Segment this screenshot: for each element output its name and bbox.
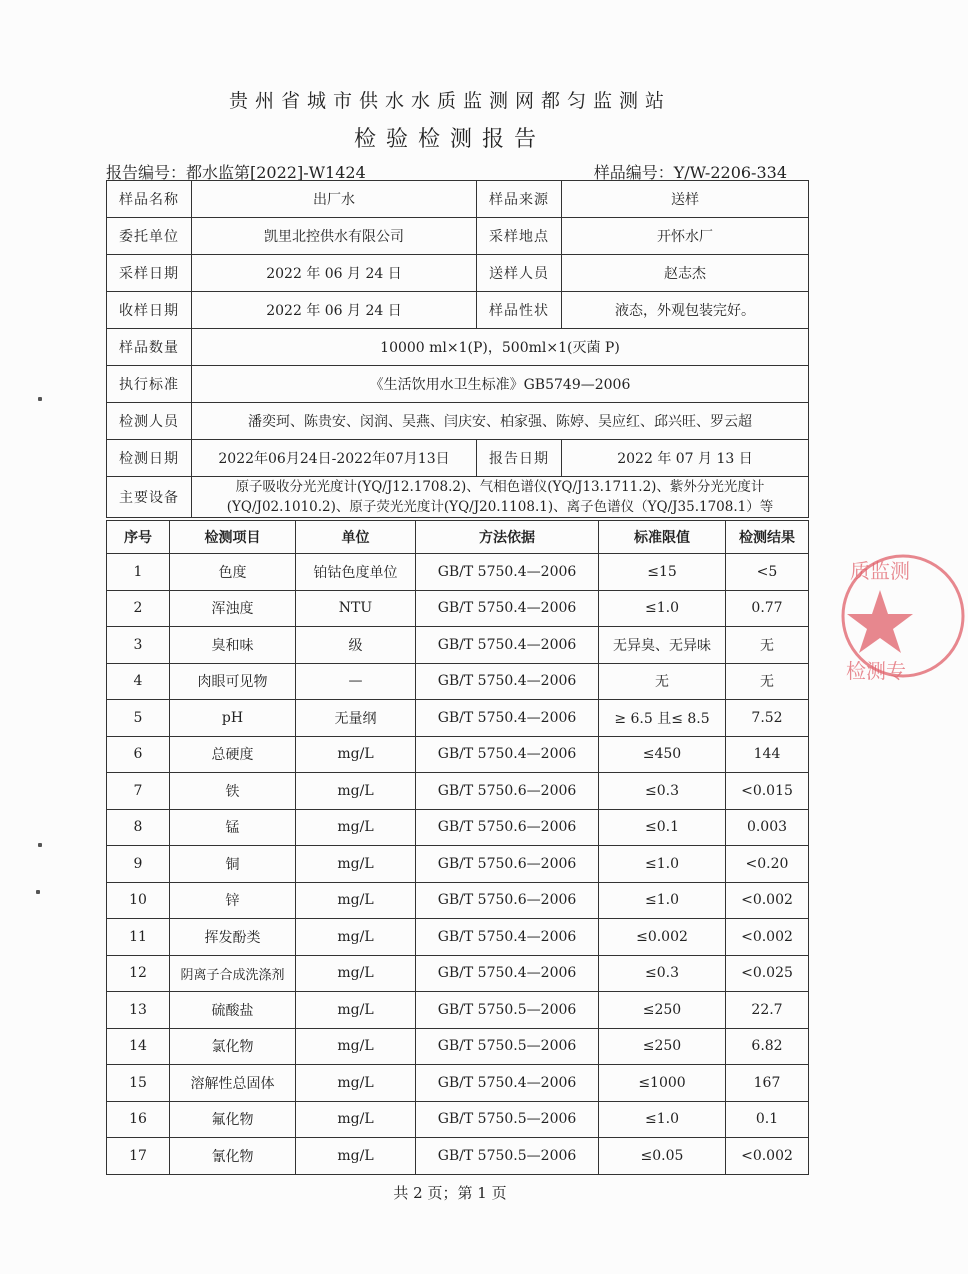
results-table bbox=[106, 520, 809, 1175]
table-cell: mg/L bbox=[296, 846, 416, 883]
table-cell: 5 bbox=[107, 700, 170, 737]
info-value: 开怀水厂 bbox=[562, 218, 809, 255]
info-label: 样品来源 bbox=[477, 181, 562, 218]
table-cell: <0.20 bbox=[726, 846, 809, 883]
table-cell: 6.82 bbox=[726, 1028, 809, 1065]
table-cell: <0.002 bbox=[726, 882, 809, 919]
page-footer: 共 2 页；第 1 页 bbox=[393, 1184, 507, 1202]
table-cell: ≤0.1 bbox=[599, 809, 726, 846]
info-value: 2022 年 06 月 24 日 bbox=[192, 292, 477, 329]
table-row bbox=[107, 882, 809, 919]
table-cell: 级 bbox=[296, 627, 416, 664]
table-row bbox=[107, 955, 809, 992]
table-cell: GB/T 5750.4—2006 bbox=[416, 627, 599, 664]
seal-text: 质监测 bbox=[850, 559, 910, 583]
info-label: 样品性状 bbox=[477, 292, 562, 329]
table-cell: 氰化物 bbox=[170, 1138, 296, 1175]
sample-info-table bbox=[106, 180, 809, 518]
table-cell: GB/T 5750.6—2006 bbox=[416, 809, 599, 846]
table-row bbox=[107, 554, 809, 591]
table-cell: 挥发酚类 bbox=[170, 919, 296, 956]
table-row bbox=[107, 590, 809, 627]
table-cell: 阴离子合成洗涤剂 bbox=[170, 955, 296, 992]
table-row bbox=[107, 1028, 809, 1065]
table-cell: ≤1.0 bbox=[599, 590, 726, 627]
table-cell: 2 bbox=[107, 590, 170, 627]
info-label: 报告日期 bbox=[477, 440, 562, 477]
info-value: 液态，外观包装完好。 bbox=[562, 292, 809, 329]
table-cell: <5 bbox=[726, 554, 809, 591]
table-cell: 0.003 bbox=[726, 809, 809, 846]
table-cell: — bbox=[296, 663, 416, 700]
table-cell: ≤0.3 bbox=[599, 773, 726, 810]
table-cell: 无异臭、无异味 bbox=[599, 627, 726, 664]
table-row bbox=[107, 992, 809, 1029]
organization-name: 贵州省城市供水水质监测网都匀监测站 bbox=[228, 90, 671, 112]
table-cell: 11 bbox=[107, 919, 170, 956]
table-cell: ≤0.05 bbox=[599, 1138, 726, 1175]
table-cell: 144 bbox=[726, 736, 809, 773]
info-value: 《生活饮用水卫生标准》GB5749—2006 bbox=[192, 366, 809, 403]
info-value: 赵志杰 bbox=[562, 255, 809, 292]
equipment-value bbox=[192, 477, 809, 518]
table-cell: GB/T 5750.6—2006 bbox=[416, 846, 599, 883]
table-cell: mg/L bbox=[296, 919, 416, 956]
info-label: 执行标准 bbox=[107, 366, 192, 403]
table-cell: 铁 bbox=[170, 773, 296, 810]
table-cell: 7 bbox=[107, 773, 170, 810]
info-label: 样品名称 bbox=[107, 181, 192, 218]
table-cell: 锰 bbox=[170, 809, 296, 846]
table-cell: 锌 bbox=[170, 882, 296, 919]
table-row bbox=[107, 736, 809, 773]
table-cell: mg/L bbox=[296, 1028, 416, 1065]
table-row bbox=[107, 773, 809, 810]
report-title: 检验检测报告 bbox=[353, 127, 546, 152]
table-cell: 0.1 bbox=[726, 1101, 809, 1138]
table-cell: ≤1.0 bbox=[599, 1101, 726, 1138]
table-cell: 臭和味 bbox=[170, 627, 296, 664]
table-cell: 无 bbox=[726, 627, 809, 664]
table-cell: mg/L bbox=[296, 809, 416, 846]
info-label: 样品数量 bbox=[107, 329, 192, 366]
column-header: 单位 bbox=[296, 521, 416, 554]
table-cell: GB/T 5750.4—2006 bbox=[416, 919, 599, 956]
column-header: 序号 bbox=[107, 521, 170, 554]
info-row bbox=[107, 218, 809, 255]
table-cell: <0.015 bbox=[726, 773, 809, 810]
table-cell: mg/L bbox=[296, 1101, 416, 1138]
table-cell: mg/L bbox=[296, 882, 416, 919]
table-cell: mg/L bbox=[296, 1138, 416, 1175]
info-row bbox=[107, 403, 809, 440]
table-row bbox=[107, 846, 809, 883]
info-value: 凯里北控供水有限公司 bbox=[192, 218, 477, 255]
info-row bbox=[107, 329, 809, 366]
table-cell: GB/T 5750.4—2006 bbox=[416, 554, 599, 591]
info-label: 采样日期 bbox=[107, 255, 192, 292]
table-cell: 1 bbox=[107, 554, 170, 591]
table-cell: ≤250 bbox=[599, 992, 726, 1029]
table-row bbox=[107, 663, 809, 700]
table-cell: ≤250 bbox=[599, 1028, 726, 1065]
table-cell: 17 bbox=[107, 1138, 170, 1175]
table-cell: mg/L bbox=[296, 1065, 416, 1102]
table-cell: 167 bbox=[726, 1065, 809, 1102]
table-cell: mg/L bbox=[296, 992, 416, 1029]
table-cell: 0.77 bbox=[726, 590, 809, 627]
table-row bbox=[107, 1138, 809, 1175]
scan-speck bbox=[38, 843, 42, 847]
table-cell: 9 bbox=[107, 846, 170, 883]
seal-text: 检测专 bbox=[846, 659, 906, 683]
table-cell: 硫酸盐 bbox=[170, 992, 296, 1029]
table-cell: 12 bbox=[107, 955, 170, 992]
scan-speck bbox=[36, 890, 40, 894]
table-cell: GB/T 5750.5—2006 bbox=[416, 1101, 599, 1138]
table-cell: 氟化物 bbox=[170, 1101, 296, 1138]
table-cell: 3 bbox=[107, 627, 170, 664]
table-cell: 16 bbox=[107, 1101, 170, 1138]
sample-number: 样品编号：Y/W-2206-334 bbox=[593, 163, 787, 182]
table-cell: 15 bbox=[107, 1065, 170, 1102]
info-label: 主要设备 bbox=[107, 477, 192, 518]
table-cell: 铜 bbox=[170, 846, 296, 883]
table-cell: GB/T 5750.4—2006 bbox=[416, 955, 599, 992]
info-value: 送样 bbox=[562, 181, 809, 218]
table-row bbox=[107, 919, 809, 956]
info-row bbox=[107, 477, 809, 518]
table-cell: mg/L bbox=[296, 773, 416, 810]
info-label: 送样人员 bbox=[477, 255, 562, 292]
info-label: 收样日期 bbox=[107, 292, 192, 329]
table-cell: 13 bbox=[107, 992, 170, 1029]
results-header-row bbox=[107, 521, 809, 554]
info-row bbox=[107, 255, 809, 292]
table-cell: ≤15 bbox=[599, 554, 726, 591]
table-cell: 8 bbox=[107, 809, 170, 846]
column-header: 检测结果 bbox=[726, 521, 809, 554]
table-cell: 氯化物 bbox=[170, 1028, 296, 1065]
table-row bbox=[107, 700, 809, 737]
info-row bbox=[107, 440, 809, 477]
table-cell: 无量纲 bbox=[296, 700, 416, 737]
table-cell: GB/T 5750.4—2006 bbox=[416, 736, 599, 773]
info-value: 潘奕珂、陈贵安、闵润、吴燕、闫庆安、柏家强、陈婷、吴应红、邱兴旺、罗云超 bbox=[192, 403, 809, 440]
info-label: 检测日期 bbox=[107, 440, 192, 477]
table-row bbox=[107, 1101, 809, 1138]
table-cell: ≤1.0 bbox=[599, 882, 726, 919]
info-row bbox=[107, 181, 809, 218]
table-row bbox=[107, 1065, 809, 1102]
table-cell: GB/T 5750.6—2006 bbox=[416, 773, 599, 810]
table-cell: pH bbox=[170, 700, 296, 737]
table-cell: 无 bbox=[726, 663, 809, 700]
info-label: 委托单位 bbox=[107, 218, 192, 255]
table-cell: GB/T 5750.5—2006 bbox=[416, 1138, 599, 1175]
info-row bbox=[107, 366, 809, 403]
table-cell: 6 bbox=[107, 736, 170, 773]
table-row bbox=[107, 809, 809, 846]
table-cell: ≤1000 bbox=[599, 1065, 726, 1102]
table-cell: 10 bbox=[107, 882, 170, 919]
table-cell: 肉眼可见物 bbox=[170, 663, 296, 700]
scan-speck bbox=[38, 397, 42, 401]
equipment-line: (YQ/J02.1010.2)、原子荧光光度计(YQ/J20.1108.1)、离子色谱仪（YQ/J35.1708.1）等 bbox=[226, 499, 774, 515]
table-cell: <0.002 bbox=[726, 1138, 809, 1175]
column-header: 检测项目 bbox=[170, 521, 296, 554]
equipment-line: 原子吸收分光光度计(YQ/J12.1708.2)、气相色谱仪(YQ/J13.1711.2)、紫外分光光度计 bbox=[235, 479, 765, 495]
table-cell: GB/T 5750.6—2006 bbox=[416, 882, 599, 919]
table-cell: GB/T 5750.4—2006 bbox=[416, 663, 599, 700]
table-cell: GB/T 5750.5—2006 bbox=[416, 1028, 599, 1065]
table-cell: mg/L bbox=[296, 955, 416, 992]
info-value: 2022 年 06 月 24 日 bbox=[192, 255, 477, 292]
info-label: 检测人员 bbox=[107, 403, 192, 440]
table-row bbox=[107, 627, 809, 664]
table-cell: GB/T 5750.4—2006 bbox=[416, 1065, 599, 1102]
table-cell: GB/T 5750.5—2006 bbox=[416, 992, 599, 1029]
table-cell: NTU bbox=[296, 590, 416, 627]
info-value: 10000 ml×1(P)，500ml×1(灭菌 P) bbox=[192, 329, 809, 366]
table-cell: GB/T 5750.4—2006 bbox=[416, 700, 599, 737]
table-cell: 4 bbox=[107, 663, 170, 700]
column-header: 标准限值 bbox=[599, 521, 726, 554]
info-value: 出厂水 bbox=[192, 181, 477, 218]
table-cell: 色度 bbox=[170, 554, 296, 591]
table-cell: mg/L bbox=[296, 736, 416, 773]
info-value: 2022年06月24日-2022年07月13日 bbox=[192, 440, 477, 477]
table-cell: ≤0.002 bbox=[599, 919, 726, 956]
column-header: 方法依据 bbox=[416, 521, 599, 554]
info-row bbox=[107, 292, 809, 329]
table-cell: 无 bbox=[599, 663, 726, 700]
table-cell: 铂钴色度单位 bbox=[296, 554, 416, 591]
table-cell: GB/T 5750.4—2006 bbox=[416, 590, 599, 627]
table-cell: ≤450 bbox=[599, 736, 726, 773]
info-value: 2022 年 07 月 13 日 bbox=[562, 440, 809, 477]
table-cell: ≥ 6.5 且≤ 8.5 bbox=[599, 700, 726, 737]
table-cell: ≤1.0 bbox=[599, 846, 726, 883]
table-cell: <0.002 bbox=[726, 919, 809, 956]
report-number: 报告编号：都水监第[2022]-W1424 bbox=[106, 163, 366, 182]
table-cell: 22.7 bbox=[726, 992, 809, 1029]
table-cell: 7.52 bbox=[726, 700, 809, 737]
table-cell: 溶解性总固体 bbox=[170, 1065, 296, 1102]
table-cell: 14 bbox=[107, 1028, 170, 1065]
table-cell: ≤0.3 bbox=[599, 955, 726, 992]
red-seal-stamp bbox=[838, 528, 968, 698]
info-label: 采样地点 bbox=[477, 218, 562, 255]
table-cell: 总硬度 bbox=[170, 736, 296, 773]
table-cell: 浑浊度 bbox=[170, 590, 296, 627]
table-cell: <0.025 bbox=[726, 955, 809, 992]
